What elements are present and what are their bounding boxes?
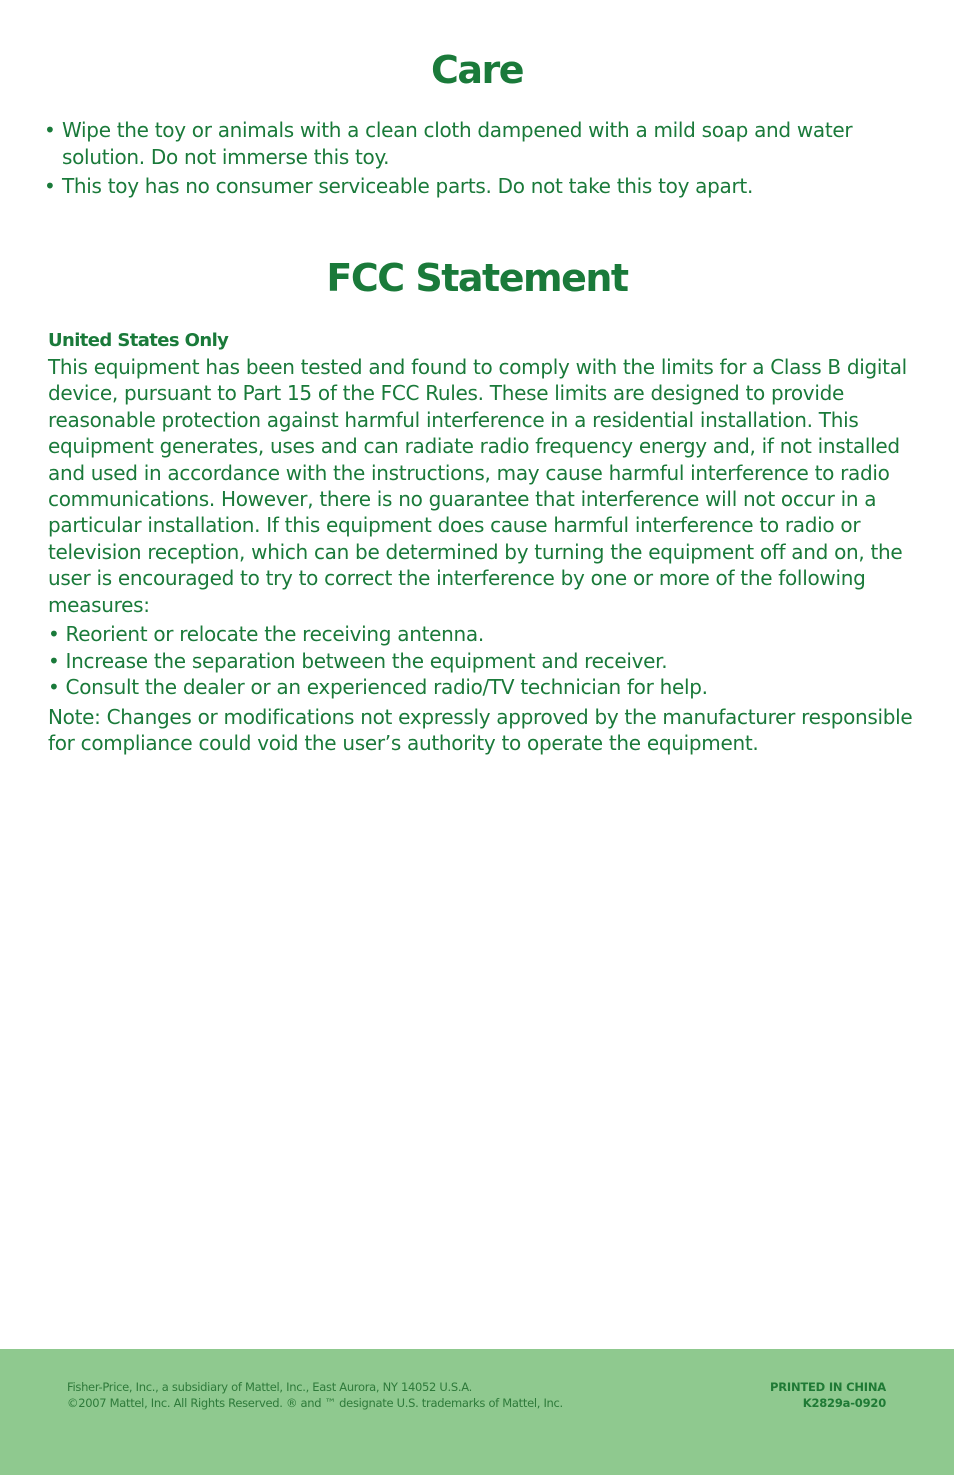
fcc-measure-item: • Consult the dealer or an experienced radio/TV technician for help.	[48, 675, 708, 700]
fcc-note: Note: Changes or modifications not expressly approved by the manufacturer responsible for compliance could void the user’s authority to operate the equipment.	[48, 704, 913, 755]
fcc-subheading: United States Only	[48, 330, 229, 351]
part-code: K2829a-0920	[802, 1396, 886, 1410]
care-item-text: This toy has no consumer serviceable parts. Do not take this toy apart.	[62, 174, 753, 198]
care-list	[44, 117, 924, 203]
bullet-icon: •	[44, 174, 56, 198]
copyright-notice: ©2007 Mattel, Inc. All Rights Reserved. ® and ™ designate U.S. trademarks of Mattel, Inc.	[67, 1396, 563, 1410]
company-address: Fisher-Price, Inc., a subsidiary of Mattel, Inc., East Aurora, NY 14052 U.S.A.	[67, 1380, 472, 1394]
fcc-section	[48, 328, 938, 759]
care-heading: Care	[430, 48, 524, 92]
footer-print-info	[770, 1379, 886, 1411]
fcc-body-text: This equipment has been tested and found to comply with the limits for a Class B digital device, pursuant to Part 15 of the FCC Rules. These limits are designed to provide reasonable protection against harmful interference in a residential installation. This equipment generates, uses and can radiate radio frequency energy and, if not installed and used in accordance with the instructions, may cause harmful interference to radio communications. However, there is no guarantee that interference will not occur in a particular installation. If this equipment does cause harmful interference to radio or television reception, which can be determined by turning the equipment off and on, the user is encouraged to try to correct the interference by one or more of the following measures:	[48, 355, 907, 617]
footer-band	[0, 1349, 954, 1475]
printed-in: PRINTED IN CHINA	[769, 1380, 886, 1394]
fcc-measure-item: • Increase the separation between the equipment and receiver.	[48, 648, 668, 673]
fcc-heading: FCC Statement	[326, 256, 628, 300]
bullet-icon: •	[44, 118, 56, 142]
care-item	[44, 173, 924, 200]
care-item-text: Wipe the toy or animals with a clean cloth dampened with a mild soap and water solution. Do not immerse this toy.	[62, 118, 853, 169]
fcc-measure-item: • Reorient or relocate the receiving antenna.	[48, 622, 484, 647]
footer-legal	[67, 1379, 563, 1411]
fcc-measures-list	[48, 621, 938, 701]
care-item	[44, 117, 924, 170]
